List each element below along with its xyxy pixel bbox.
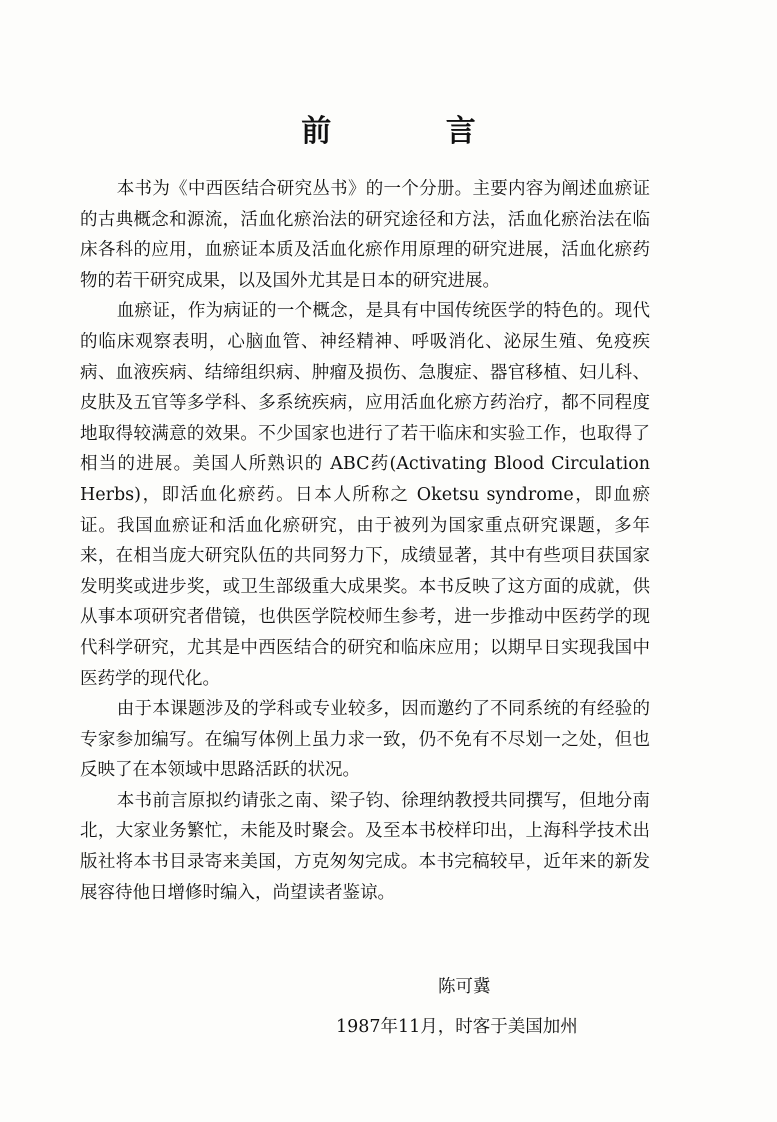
- paragraph-2: 血瘀证，作为病证的一个概念，是具有中国传统医学的特色的。现代的临床观察表明，心脑血管、神经精神、呼吸消化、泌尿生殖、免疫疾病、血液疾病、结缔组织病、肿瘤及损伤、急腹症、器官移植、妇儿科、皮肤及五官等多学科、多系统疾病，应用活血化瘀方药治疗，都不同程度地取得较满意的效果。不少国家也进行了若干临床和实验工作，也取得了相当的进展。美国人所熟识的 ABC药(Activating Blood Circulation Herbs)，即活血化瘀药。日本人所称之 Oketsu syndrome，即血瘀证。我国血瘀证和活血化瘀研究，由于被列为国家重点研究课题，多年来，在相当庞大研究队伍的共同努力下，成绩显著，其中有些项目获国家发明奖或进步奖，或卫生部级重大成果奖。本书反映了这方面的成就，供从事本项研究者借镜，也供医学院校师生参考，进一步推动中医药学的现代科学研究，尤其是中西医结合的研究和临床应用；以期早日实现我国中医药学的现代化。: [80, 301, 650, 689]
- author-signature: 陈可冀: [438, 977, 491, 997]
- date-and-place: 1987年11月，时客于美国加州: [336, 1017, 578, 1037]
- preface-body: [80, 174, 650, 908]
- paragraph-1: 本书为《中西医结合研究丛书》的一个分册。主要内容为阐述血瘀证的古典概念和源流，活血化瘀治法的研究途径和方法，活血化瘀治法在临床各科的应用，血瘀证本质及活血化瘀作用原理的研究进展，活血化瘀药物的若干研究成果，以及国外尤其是日本的研究进展。: [80, 179, 650, 291]
- page-title: 前 言: [301, 114, 528, 149]
- paragraph-4: 本书前言原拟约请张之南、梁子钧、徐理纳教授共同撰写，但地分南北，大家业务繁忙，未能及时聚会。及至本书校样印出，上海科学技术出版社将本书目录寄来美国，方克匆匆完成。本书完稿较早，近年来的新发展容待他日增修时编入，尚望读者鉴谅。: [80, 790, 650, 903]
- paragraph-3: 由于本课题涉及的学科或专业较多，因而邀约了不同系统的有经验的专家参加编写。在编写体例上虽力求一致，仍不免有不尽划一之处，但也反映了在本领域中思路活跃的状况。: [80, 699, 650, 781]
